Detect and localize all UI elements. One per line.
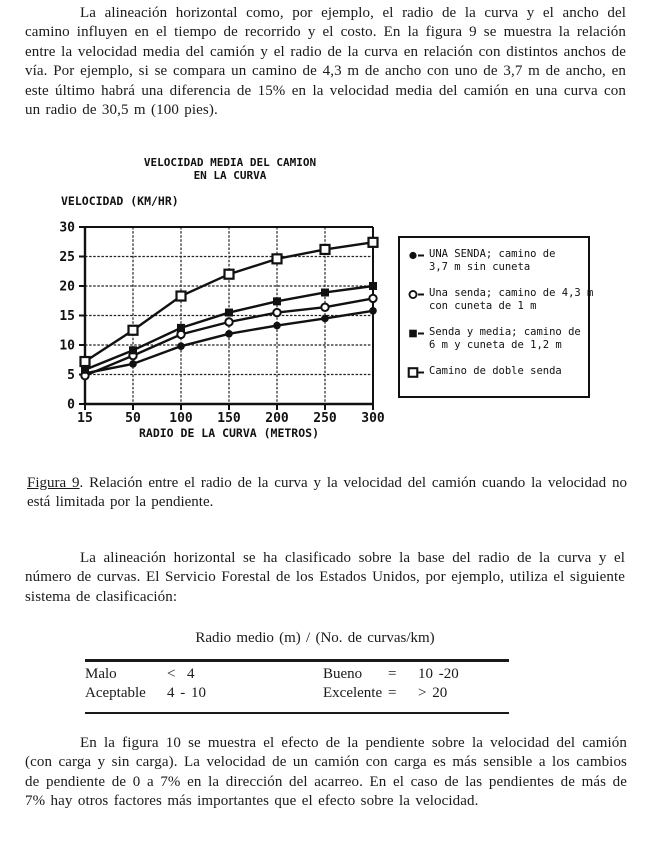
svg-text:300: 300 [361, 411, 385, 426]
legend-item [407, 287, 594, 313]
table-cell: > 20 [418, 685, 448, 701]
table-cell: < 4 [167, 666, 195, 682]
svg-text:20: 20 [59, 279, 75, 295]
svg-text:5: 5 [67, 368, 75, 383]
table-cell: Aceptable [85, 685, 146, 701]
svg-text:100: 100 [169, 411, 193, 426]
legend-item [407, 248, 586, 274]
open-circle-legend-icon [407, 287, 429, 306]
table-row [85, 685, 509, 704]
filled-circle-legend-icon [407, 248, 429, 267]
table-cell: Bueno [323, 666, 363, 682]
y-tick-labels [59, 221, 75, 413]
svg-text:50: 50 [125, 411, 141, 426]
table-cell: 10 -20 [418, 666, 459, 682]
filled-square-legend-icon [407, 326, 429, 345]
chart-title-line1: VELOCIDAD MEDIA DEL CAMION [143, 156, 317, 169]
svg-text:25: 25 [59, 250, 75, 265]
table-cell: 4 - 10 [167, 685, 206, 701]
line-chart [55, 208, 400, 443]
svg-text:0: 0 [67, 397, 75, 413]
figure-caption-text: . Relación entre el radio de la curva y la velocidad del camión cuando la velocidad no está limitada por la pendiente. [27, 475, 627, 511]
x-axis-label: RADIO DE LA CURVA (METROS) [138, 426, 320, 440]
table-row [85, 666, 509, 685]
svg-text:30: 30 [59, 220, 75, 236]
svg-text:15: 15 [77, 411, 93, 426]
legend-label: Una senda; camino de 4,3 m con cuneta de 1 m [429, 287, 594, 312]
table-cell: Malo [85, 666, 117, 682]
svg-text:10: 10 [59, 338, 75, 354]
table-rule-top [85, 659, 509, 662]
chart-title-line2: EN LA CURVA [193, 169, 267, 182]
x-tick-labels [77, 411, 385, 426]
legend-label: Camino de doble senda [429, 365, 562, 377]
paragraph-classification: La alineación horizontal se ha clasificado sobre la base del radio de la curva y el número de curvas. El Servicio Forestal de los Estados Unidos, por ejemplo, utiliza el siguiente sistema de clasificación: [25, 550, 625, 605]
table-rule-bottom [85, 712, 509, 714]
legend-item [407, 326, 586, 352]
paragraph-intro: La alineación horizontal como, por ejemplo, el radio de la curva y el ancho del camino influyen en el tiempo de recorrido y el costo. En la figura 9 se muestra la relación entre la velocidad media del camión y el radio de la curva en relación con distintos anchos de vía. Por ejemplo, si se compara un camino de 4,3 m de ancho con uno de 3,7 m de ancho, en este último habrá una diferencia de 15% en la velocidad media del camión en una curva con un radio de 30,5 m (100 pies). [25, 5, 626, 119]
classification-table [85, 630, 509, 720]
legend-label: Senda y media; camino de 6 m y cuneta de 1,2 m [429, 326, 581, 351]
table-cell: Excelente [323, 685, 383, 701]
figure-caption-label: Figura 9 [27, 475, 80, 491]
y-axis-label: VELOCIDAD (KM/HR) [61, 194, 179, 208]
chart-title [55, 156, 405, 182]
svg-text:15: 15 [59, 309, 75, 324]
legend-item [407, 365, 586, 384]
svg-text:200: 200 [265, 411, 289, 426]
table-cell: = [388, 685, 397, 701]
legend-label: UNA SENDA; camino de 3,7 m sin cuneta [429, 248, 556, 273]
svg-text:150: 150 [217, 411, 241, 426]
table-cell: = [388, 666, 397, 682]
open-square-legend-icon [407, 365, 429, 384]
chart-legend [398, 236, 594, 398]
table-header: Radio medio (m) / (No. de curvas/km) [195, 630, 435, 646]
figure-9-chart [55, 150, 600, 450]
svg-text:250: 250 [313, 411, 337, 426]
paragraph-figure10: En la figura 10 se muestra el efecto de la pendiente sobre la velocidad del camión (con carga y sin carga). La velocidad de un camión con carga es más sensible a los cambios de pendiente de 0 a 7% en la dirección del acarreo. En el caso de las pendientes de más de 7% hay otros factores más importantes que el efecto sobre la velocidad. [25, 735, 627, 810]
figure-caption [27, 474, 627, 513]
